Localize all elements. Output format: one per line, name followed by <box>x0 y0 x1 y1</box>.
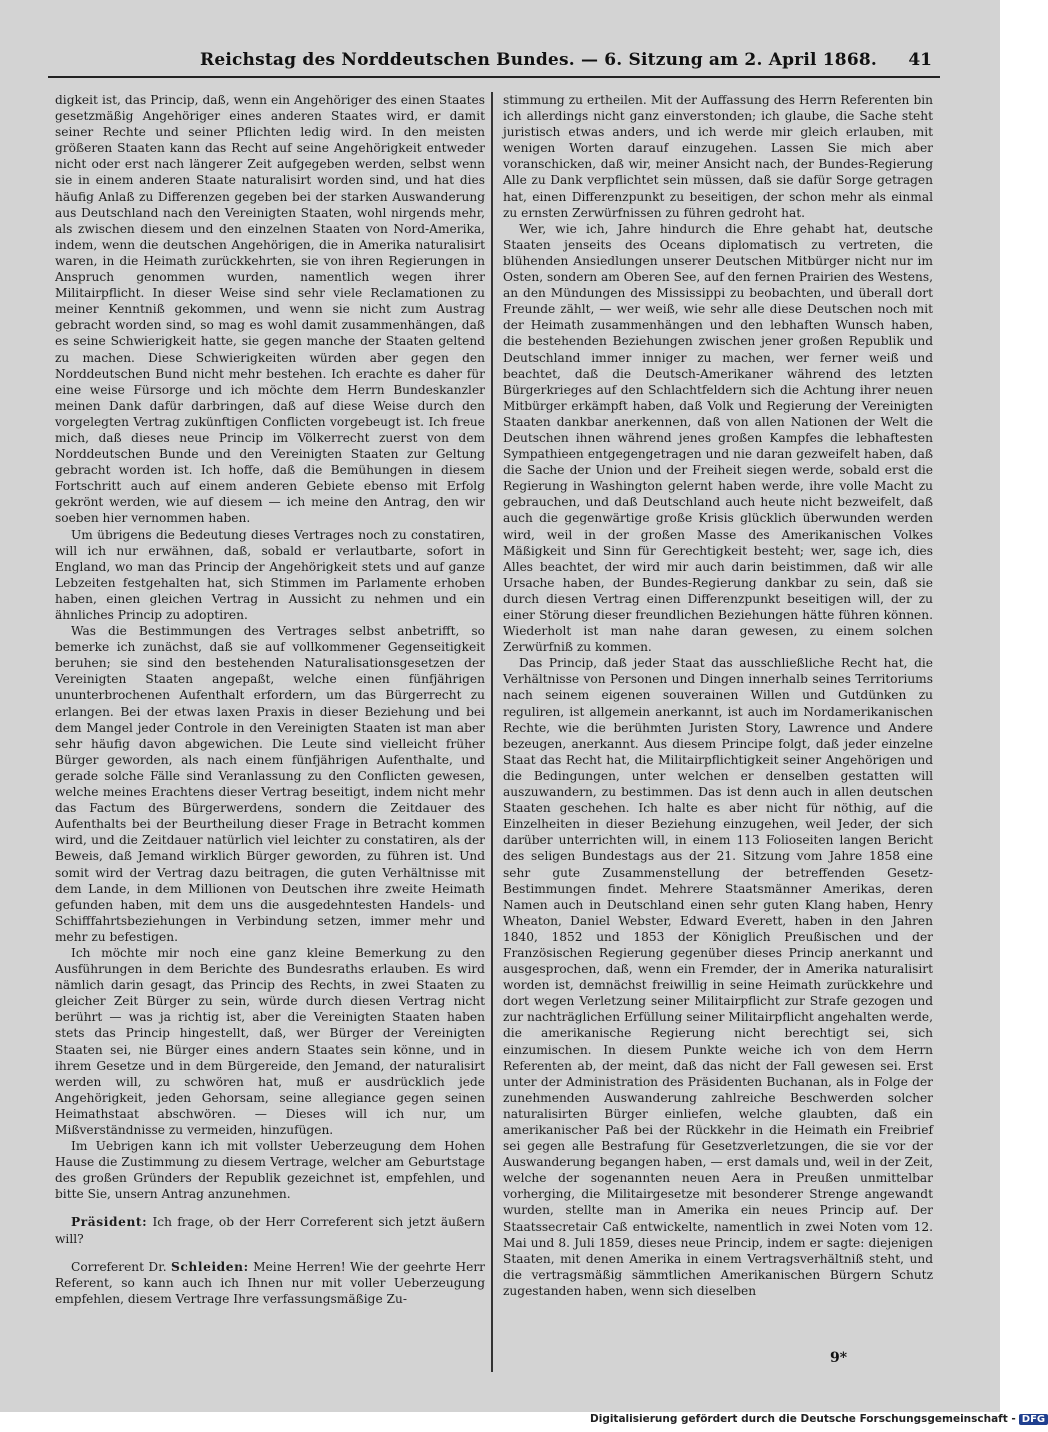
dfg-logo-icon: DFG <box>1019 1414 1048 1425</box>
speaker-president: Präsident: <box>71 1215 148 1230</box>
page-number: 41 <box>908 50 932 70</box>
paragraph: digkeit ist, das Princip, daß, wenn ein Angehöriger des einen Staates gesetzmäßig Angehöriger eines anderen Staates wird, er damit seiner Rechte und seiner Pflichten ledig wird. In den meisten größeren Staaten kann das Recht auf seine Angehörigkeit entweder nicht oder erst nach längerer Zeit aufgegeben werden, selbst wenn sie in einem anderen Staate naturalisirt worden sind, und hat dies häufig Anlaß zu Differenzen gegeben bei der starken Auswanderung aus Deutschland nach den Vereinigten Staaten, wohl nirgends mehr, als zwischen diesem und den einzelnen Staaten von Nord-Amerika, indem, wenn die deutschen Angehörigen, die in Amerika naturalisirt waren, in die Heimath zurückkehrten, sie von ihren Regierungen in Anspruch genommen wurden, namentlich wegen ihrer Militairpflicht. In dieser Weise sind sehr viele Reclamationen zu meiner Kenntniß gekommen, und wenn sie nicht zum Austrag gebracht worden sind, so mag es wohl damit zusammenhängen, daß es seine Schwierigkeit hatte, sie gegen manche der Staaten geltend zu machen. Diese Schwierigkeiten würden aber gegen den Norddeutschen Bund nicht mehr bestehen. Ich erachte es daher für eine weise Fürsorge und ich möchte dem Herrn Bundeskanzler meinen Dank dafür darbringen, daß auf diese Weise durch den vorgelegten Vertrag zukünftigen Conflicten vorgebeugt ist. Ich freue mich, daß dieses neue Princip im Völkerrecht zuerst von dem Norddeutschen Bunde und den Vereinigten Staaten zur Geltung gebracht worden ist. Ich hoffe, daß die Bemühungen in diesem Fortschritt auch auf einem anderen Gebiete ebenso mit Erfolg gekrönt werden, wie auf diesem — ich meine den Antrag, den wir soeben hier vernommen haben. <box>55 93 485 526</box>
running-title: Reichstag des Norddeutschen Bundes. — 6. Sitzung am 2. April 1868. <box>200 50 877 70</box>
paragraph: Was die Bestimmungen des Vertrages selbst anbetrifft, so bemerke ich zunächst, daß sie auf vollkommener Gegenseitigkeit beruhen; sie sind den bestehenden Naturalisationsgesetzen der Vereinigten Staaten angepaßt, welche einen fünfjährigen ununterbrochenen Aufenthalt erfordern, um das Bürgerrecht zu erlangen. Bei der etwas laxen Praxis in dieser Beziehung und bei dem Mangel jeder Controle in den Vereinigten Staaten ist man aber sehr häufig davon abgewichen. Die Leute sind vielleicht früher Bürger geworden, als nach einem fünfjährigen Aufenthalte, und gerade solche Fälle sind Veranlassung zu den Conflicten gewesen, welche meines Erachtens dieser Vertrag beseitigt, indem nicht mehr das Factum des Bürgerwerdens, sondern die Zeitdauer des Aufenthalts bei der Beurtheilung dieser Frage in Betracht kommen wird, und die Zeitdauer natürlich viel leichter zu constatiren, als der Beweis, daß Jemand wirklich Bürger geworden, zu führen ist. Und somit wird der Vertrag dazu beitragen, die guten Verhältnisse mit dem Lande, in dem Millionen von Deutschen ihre zweite Heimath gefunden haben, mit dem uns die ausgedehntesten Handels- und Schifffahrtsbeziehungen in Verbindung setzen, immer mehr und mehr zu befestigen. <box>55 624 485 944</box>
header-rule <box>48 76 940 78</box>
statement-text: Ich frage, ob der Herr Correferent sich jetzt äußern will? <box>55 1215 485 1246</box>
paragraph: Das Princip, daß jeder Staat das ausschließliche Recht hat, die Verhältnisse von Personen und Dingen innerhalb seines Territoriums nach seinem eigenen souverainen Willen und Gutdünken zu reguliren, ist allgemein anerkannt, ist auch im Nordamerikanischen Rechte, wie die berühmten Juristen Story, Lawrence und Andere bezeugen, anerkannt. Aus diesem Principe folgt, daß jeder einzelne Staat das Recht hat, die Militairpflichtigkeit seiner Angehörigen und die Bedingungen, unter welchen er denselben gestatten will auszuwandern, zu bestimmen. Das ist denn auch in allen deutschen Staaten geschehen. Ich halte es aber nicht für nöthig, auf die Einzelheiten in dieser Beziehung einzugehen, weil Jeder, der sich darüber unterrichten will, in einem 113 Folioseiten langen Bericht des seligen Bundestags aus der 21. Sitzung vom Jahre 1858 eine sehr gute Zusammenstellung der betreffenden Gesetz-Bestimmungen findet. Mehrere Staatsmänner Amerikas, deren Namen auch in Deutschland einen sehr guten Klang haben, Henry Wheaton, Daniel Webster, Edward Everett, haben in den Jahren 1840, 1852 und 1853 der Königlich Preußischen und der Französischen Regierung gegenüber dieses Princip anerkannt und ausgesprochen, daß, wenn ein Fremder, der in Amerika naturalisirt worden ist, demnächst freiwillig in seine Heimath zurückkehre und dort wegen Verletzung seiner Militairpflicht zur Strafe gezogen und zur nachträglichen Erfüllung seiner Militairpflicht angehalten werde, die amerikanische Regierung nicht berechtigt sei, sich einzumischen. In diesem Punkte weiche ich von dem Herrn Referenten ab, der meint, daß das nicht der Fall gewesen sei. Erst unter der Administration des Präsidenten Buchanan, als in Folge der zunehmenden Auswanderung zahlreiche Beschwerden solcher naturalisirten Bürger einliefen, welche glaubten, daß ein amerikanischer Paß bei der Rückkehr in die Heimath ein Freibrief sei gegen alle Bestrafung für Gesetzverletzungen, die sie vor der Auswanderung begangen haben, — erst damals und, weil in der Zeit, welche der sogenannten neuen Aera in Preußen unmittelbar vorherging, die Militairgesetze mit besonderer Strenge angewandt wurden, stellte man in Amerika ein neues Princip auf. Der Staatssecretair Caß entwickelte, namentlich in zwei Noten vom 12. Mai und 8. Juli 1859, dieses neue Princip, indem er sagte: diejenigen Staaten, mit denen Amerika in einem Vertragsverhältniß steht, und die vertragsmäßig sämmtlichen Amerikanischen Bürgern Schutz zugestanden haben, wenn sich dieselben <box>503 656 934 1298</box>
page-header <box>40 50 940 74</box>
column-divider <box>491 92 493 1372</box>
signature-mark: 9* <box>830 1350 848 1366</box>
paragraph: Ich möchte mir noch eine ganz kleine Bemerkung zu den Ausführungen in dem Berichte des Bundesraths erlauben. Es wird nämlich darin gesagt, das Princip des Rechts, in zwei Staaten zu gleicher Zeit Bürger zu sein, würde durch diesen Vertrag nicht berührt — was ja richtig ist, aber die Vereinigten Staaten haben stets das Princip hingestellt, daß, wer Bürger der Vereinigten Staaten sei, nie Bürger eines andern Staates sein könne, und in ihrem Gesetze und in dem Bürgereide, den Jemand, der naturalisirt werden will, zu schwören hat, muß er ausdrücklich jede Angehörigkeit, jeden Gehorsam, seine allegiance gegen seinen Heimathstaat abschwören. — Dieses will ich nur, um Mißverständnisse zu vermeiden, hinzufügen. <box>55 945 485 1137</box>
paragraph: stimmung zu ertheilen. Mit der Auffassung des Herrn Referenten bin ich allerdings nicht ganz einverstonden; ich glaube, die Sache steht juristisch etwas anders, und ich werde mir gleich erlauben, mit wenigen Worten darauf einzugehen. Lassen Sie mich aber voranschicken, daß wir, meiner Ansicht nach, der Bundes-Regierung Alle zu Dank verpflichtet sein müssen, daß sie dafür Sorge getragen hat, einen Differenzpunkt zu beseitigen, der schon mehr als einmal zu ernsten Zerwürfnissen zu führen gedroht hat. <box>503 93 933 220</box>
president-statement <box>55 1214 485 1246</box>
speaker-prefix: Correferent Dr. <box>71 1259 171 1274</box>
statement-text: Meine Herren! Wie der geehrte Herr Referent, so kann auch ich Ihnen nur mit voller Ueberzeugung empfehlen, diesem Vertrage Ihre verfassungsmäßige Zu- <box>55 1259 485 1306</box>
right-column <box>503 92 933 1299</box>
paragraph: Wer, wie ich, Jahre hindurch die Ehre gehabt hat, deutsche Staaten jenseits des Oceans diplomatisch zu vertreten, die blühenden Ansiedlungen unserer Deutschen Mitbürger nicht nur im Osten, sondern am Oberen See, auf den fernen Prairien des Westens, an den Mündungen des Mississippi zu beobachten, und überall dort Freunde zählt, — wer weiß, wie sehr alle diese Deutschen noch mit der Heimath zusammenhängen und den lebhaften Wunsch haben, die bestehenden Beziehungen zwischen jener großen Republik und Deutschland immer inniger zu machen, wer ferner weiß und beachtet, daß die Deutsch-Amerikaner während des letzten Bürgerkrieges auf den Schlachtfeldern sich die Achtung ihrer neuen Mitbürger erkämpft haben, daß Volk und Regierung der Vereinigten Staaten dankbar anerkennen, daß von allen Nationen der Welt die Deutschen ihnen während jenes großen Kampfes die lebhaftesten Sympathieen entgegengetragen und nie daran gezweifelt haben, daß die Sache der Union und der Freiheit siegen werde, sobald erst die Regierung in Washington gelernt haben werde, ihre volle Macht zu gebrauchen, und daß Deutschland auch heute nicht bezweifelt, daß auch die gegenwärtige große Krisis glücklich überwunden werden wird, weil in der großen Masse des Amerikanischen Volkes Mäßigkeit und Sinn für Gerechtigkeit besteht; wer, sage ich, dies Alles beachtet, der wird mir auch darin beistimmen, daß wir alle Ursache haben, der Bundes-Regierung dankbar zu sein, daß sie durch diesen Vertrag einen Differenzpunkt beseitigen will, der zu einer Störung dieser freundlichen Beziehungen hätte führen können. Wiederholt ist man nahe daran gewesen, zu einem solchen Zerwürfniß zu kommen. <box>503 221 933 655</box>
digitization-footer <box>590 1413 1046 1431</box>
speaker-name: Schleiden: <box>170 1259 249 1274</box>
paragraph: Um übrigens die Bedeutung dieses Vertrages noch zu constatiren, will ich nur erwähnen, daß, sobald er verlautbarte, sofort in England, wo man das Princip der Angehörigkeit stets und auf ganze Lebzeiten festgehalten hat, sich Stimmen im Parlamente erhoben haben, einen gleichen Vertrag in Aussicht zu nehmen und ein ähnliches Princip zu adoptiren. <box>55 527 485 622</box>
left-column <box>55 92 485 1307</box>
paragraph: Im Uebrigen kann ich mit vollster Ueberzeugung dem Hohen Hause die Zustimmung zu diesem Vertrage, welcher am Geburtstage des großen Gründers der Republik gezeichnet ist, empfehlen, und bitte Sie, unsern Antrag anzunehmen. <box>55 1139 485 1202</box>
footer-text: Digitalisierung gefördert durch die Deutsche Forschungsgemeinschaft - <box>590 1413 1016 1425</box>
coreferent-statement <box>55 1259 485 1307</box>
